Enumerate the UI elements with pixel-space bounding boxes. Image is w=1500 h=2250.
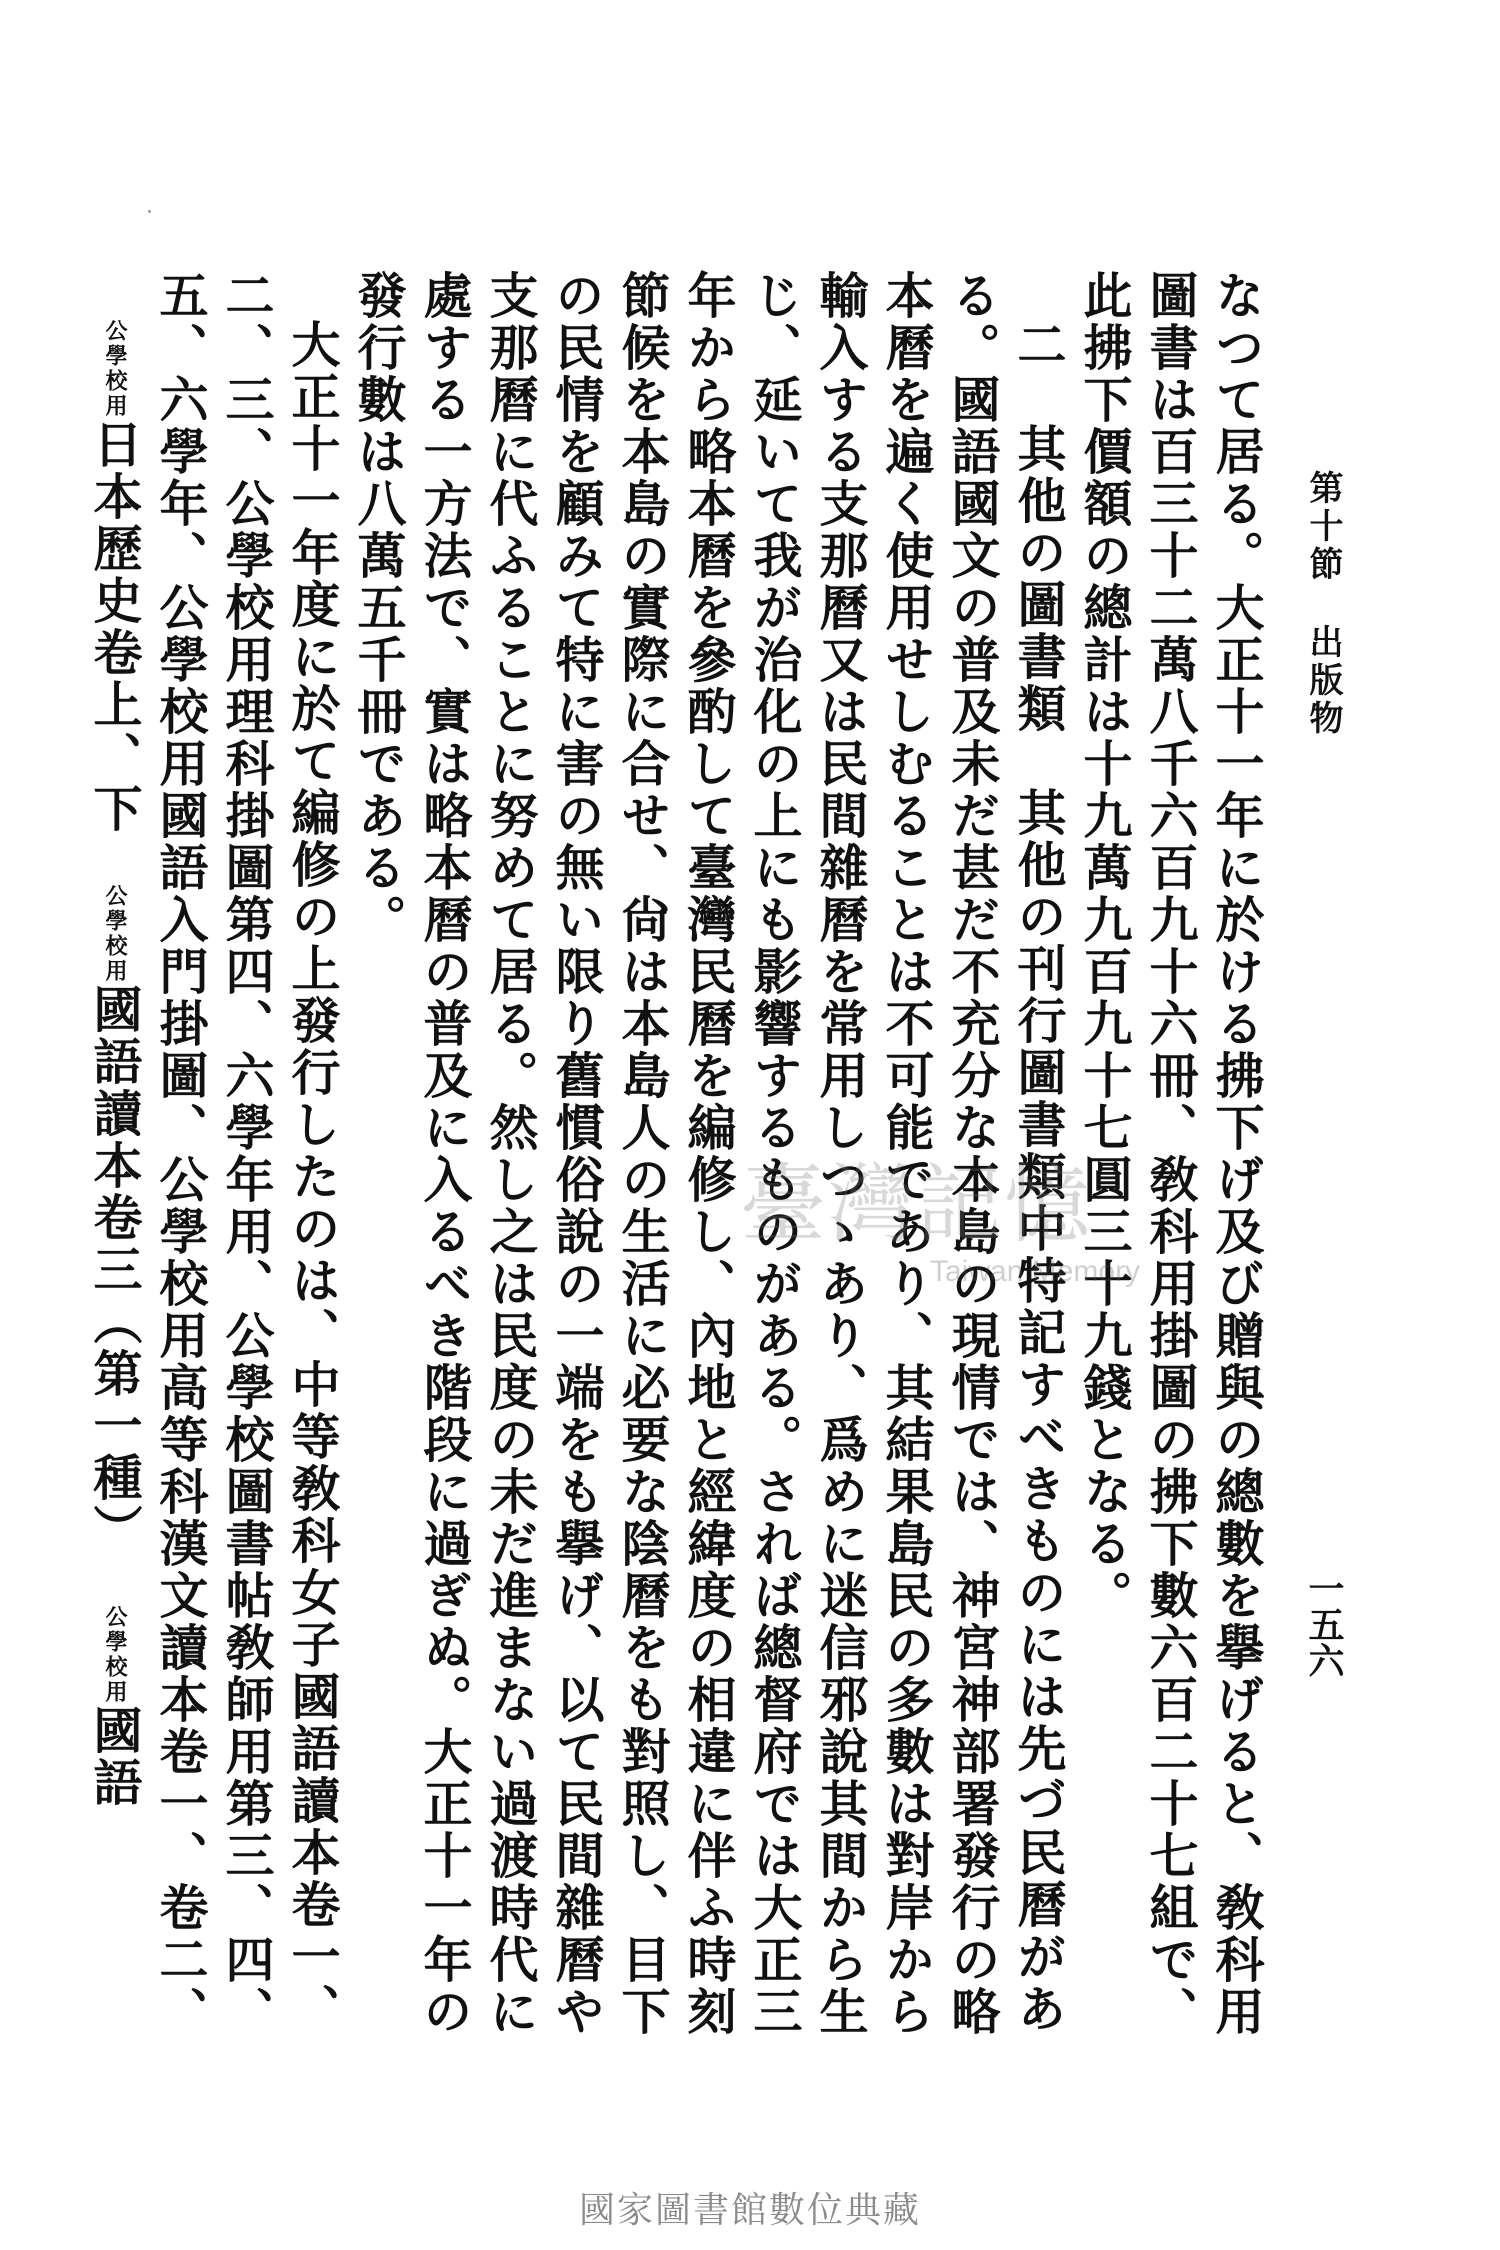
running-header	[1303, 470, 1343, 738]
inline-note: 公學校用	[102, 884, 128, 984]
page-number: 一五六	[1303, 1570, 1345, 1678]
scan-speck	[148, 210, 151, 213]
watermark-cjk: 臺灣記憶	[740, 1155, 1092, 1255]
section-label: 第十節	[1303, 470, 1343, 584]
paragraph-text: 大正十一年度に於て編修の上發行したのは、中等敎科女子國語讀本卷一、二、三、公學校用理科掛圖第四、六學年用、公學校圖書帖敎師用第三、四、五、六學年、公學校用國語入門掛圖、公學校用高等科漢文讀本卷一、卷二、	[152, 270, 342, 2038]
paragraph	[346, 270, 1072, 2050]
paragraph-text: 國語讀本卷三（第一種）	[86, 984, 144, 1556]
paragraph-text: 其他の刊行圖書類中特記すべきものには先づ民曆がある。國語國文の普及未だ甚だ不充分な本島の現情では、神宮神部署發行の略本曆を遍く使用せしむることは不可能であり、其結果島民の多數は對岸から輸入する支那曆又は民間雜曆を常用しつゝあり、爲めに迷信邪說其間から生じ、延いて我が治化の上にも影響するものがある。されば總督府では大正三年から略本曆を參酌して臺灣民曆を編修し、內地と經緯度の相違に伴ふ時刻節候を本島の實際に合せ、尙は本島人の生活に必要な陰曆をも對照し、目下の民情を顧みて特に害の無い限り舊慣俗說の一端をも擧げ、以て民間雜曆や支那曆に代ふることに努めて居る。然し之は民度の未だ進まない過渡時代に處する一方法で、實は略本曆の普及に入るべき階段に過ぎぬ。大正十一年の發行數は八萬五千冊である。	[350, 270, 1068, 2038]
paragraph: なつて居る。大正十一年に於ける拂下げ及び贈與の總數を擧げると、敎科用圖書は百三十二萬八千六百九十六冊、敎科用掛圖の拂下數六百二十七組で、此拂下價額の總計は十九萬九百九十七圓三十九錢となる。	[1076, 270, 1266, 2038]
footer-credit: 國家圖書館數位典藏	[578, 2190, 921, 2231]
inline-note: 公學校用	[102, 1605, 128, 1705]
section-heading: 二 其他の圖書類	[1010, 319, 1068, 735]
paragraph-text: 國語	[86, 1705, 144, 1809]
watermark-en: Taiwan Memory	[930, 1255, 1141, 1288]
chapter-title: 出版物	[1303, 624, 1343, 738]
inline-note: 公學校用	[102, 319, 128, 419]
body-text	[86, 270, 1270, 2050]
paragraph-text: 日本歷史卷上、下	[86, 419, 144, 835]
paragraph	[82, 270, 346, 2050]
